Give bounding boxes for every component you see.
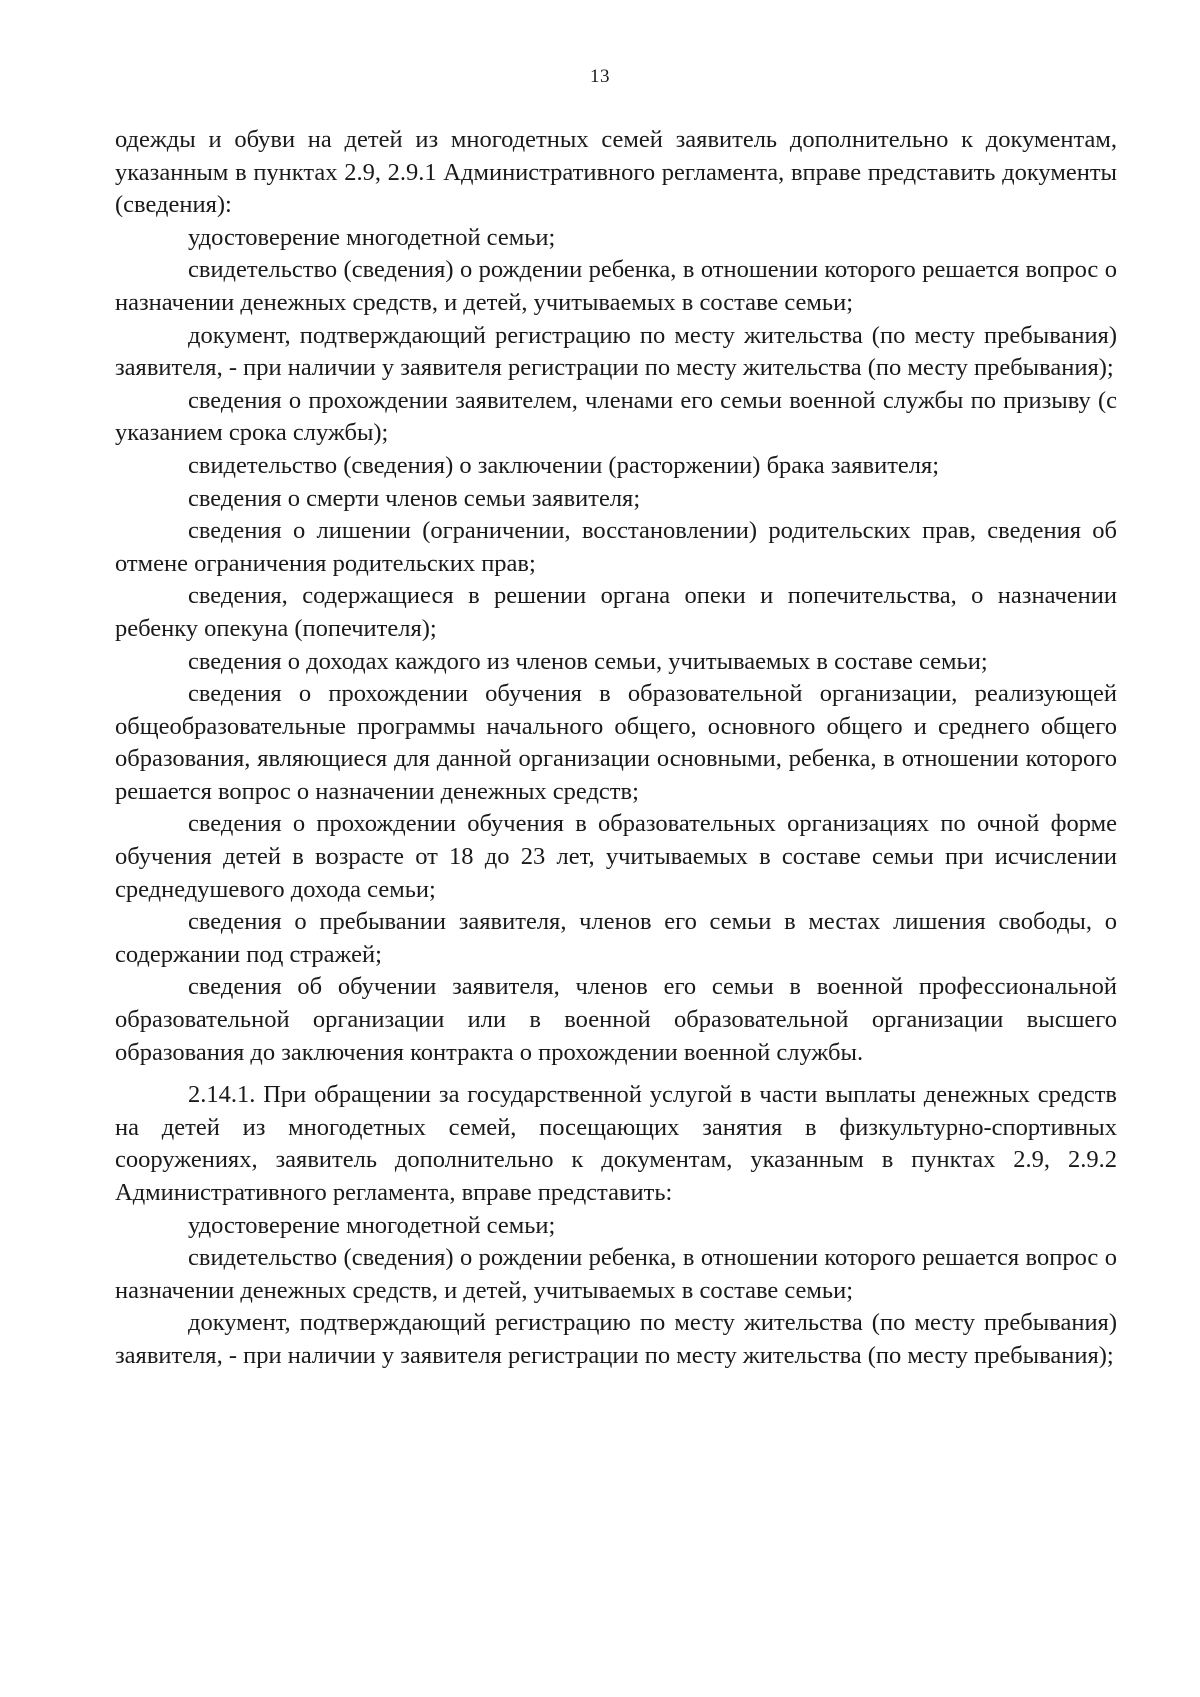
page-number: 13: [590, 66, 610, 87]
list-item-death-info: сведения о смерти членов семьи заявителя;: [188, 484, 641, 512]
list-item-detention: сведения о пребывании заявителя, членов его семьи в местах лишения свободы, о содержании под стражей;: [115, 908, 1117, 968]
list-item-large-family-certificate-2: удостоверение многодетной семьи;: [188, 1211, 556, 1239]
list-item-school-education: сведения о прохождении обучения в образовательной организации, реализующей общеобразовательные программы начального общего, основного общего и среднего общего образования, являющиеся для данной организации основными, ребенка, в отношении которого решается вопрос о назначении денежных средств;: [115, 680, 1117, 805]
list-item-income-info: сведения о доходах каждого из членов семьи, учитываемых в составе семьи;: [188, 647, 988, 675]
list-item-military-education: сведения об обучении заявителя, членов его семьи в военной профессиональной образовательной организации или в военной образовательной организации высшего образования до заключения контракта о прохождении военной службы.: [115, 973, 1117, 1066]
list-item-birth-certificate: свидетельство (сведения) о рождении ребенка, в отношении которого решается вопрос о назначении денежных средств, и детей, учитываемых в составе семьи;: [115, 256, 1117, 316]
document-body: [115, 124, 1117, 1373]
list-item-registration-document-2: документ, подтверждающий регистрацию по месту жительства (по месту пребывания) заявителя, - при наличии у заявителя регистрации по месту жительства (по месту пребывания);: [115, 1309, 1117, 1369]
list-item-military-service: сведения о прохождении заявителем, членами его семьи военной службы по призыву (с указанием срока службы);: [115, 386, 1117, 447]
list-item-fulltime-education: сведения о прохождении обучения в образовательных организациях по очной форме обучения детей в возрасте от 18 до 23 лет, учитываемых в составе семьи при исчислении среднедушевого дохода семьи;: [115, 810, 1117, 903]
list-item-guardianship: сведения, содержащиеся в решении органа опеки и попечительства, о назначении ребенку опекуна (попечителя);: [115, 582, 1117, 642]
section-2-14-1: 2.14.1. При обращении за государственной услугой в части выплаты денежных средств на детей из многодетных семей, посещающих занятия в физкультурно-спортивных сооружениях, заявитель дополнительно к документам, указанным в пунктах 2.9, 2.9.2 Административного регламента, вправе представить:: [115, 1081, 1117, 1206]
list-item-birth-certificate-2: свидетельство (сведения) о рождении ребенка, в отношении которого решается вопрос о назначении денежных средств, и детей, учитываемых в составе семьи;: [115, 1244, 1117, 1304]
list-item-large-family-certificate: удостоверение многодетной семьи;: [188, 223, 556, 251]
list-item-marriage-certificate: свидетельство (сведения) о заключении (расторжении) брака заявителя;: [188, 451, 940, 479]
paragraph-continuation: одежды и обуви на детей из многодетных семей заявитель дополнительно к документам, указанным в пунктах 2.9, 2.9.1 Административного регламента, вправе представить документы (сведения):: [115, 126, 1117, 219]
list-item-parental-rights: сведения о лишении (ограничении, восстановлении) родительских прав, сведения об отмене ограничения родительских прав;: [115, 517, 1117, 577]
list-item-registration-document: документ, подтверждающий регистрацию по месту жительства (по месту пребывания) заявителя, - при наличии у заявителя регистрации по месту жительства (по месту пребывания);: [115, 321, 1117, 382]
